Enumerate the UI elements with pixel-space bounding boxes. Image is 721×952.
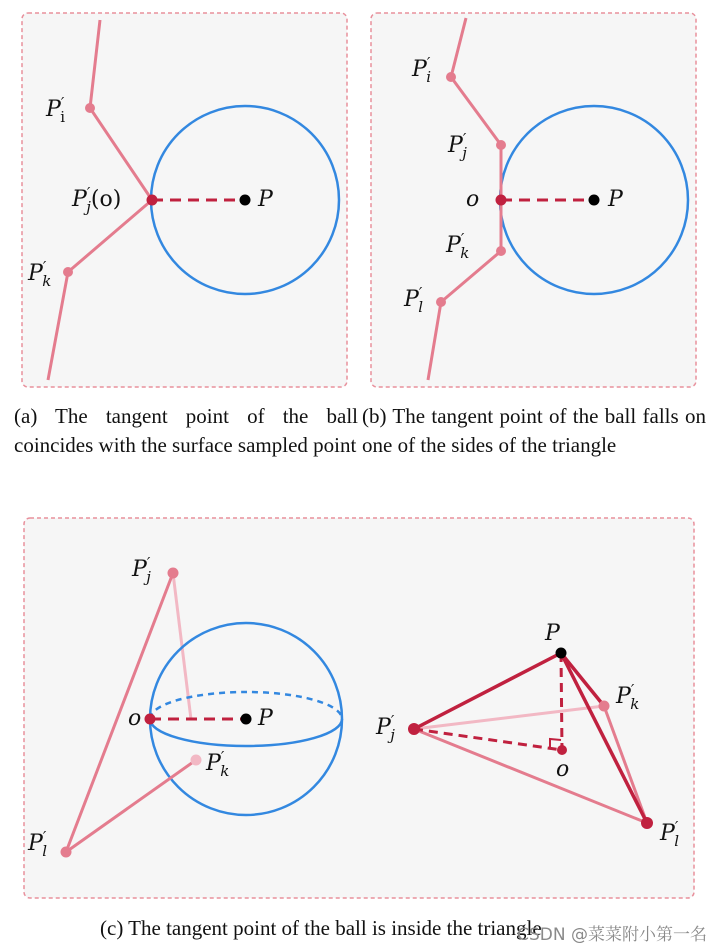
panel-a-label-pk: P′ k [28, 258, 52, 290]
panel-b-label-p: P [608, 187, 623, 212]
panel-a-label-p: P [258, 187, 273, 212]
panel-a-point-pk [63, 267, 73, 277]
panel-b-label-pl: P′ l [404, 284, 424, 316]
panel-b-label-pj: P′ j [448, 130, 467, 162]
sphere-label-p: P [258, 706, 273, 731]
sphere-label-pk: P′ k [206, 748, 230, 780]
panel-a-point-pj [147, 195, 158, 206]
panel-b-point-center [589, 195, 600, 206]
panel-b-point-pj [496, 140, 506, 150]
panel-b-point-pi [446, 72, 456, 82]
tetra-label-p: P [545, 621, 560, 646]
tetra-point-pj [408, 723, 420, 735]
panel-a-label-pi: P′ i [46, 94, 66, 126]
tetra-label-pj: P′ j [376, 712, 395, 744]
panel-b-point-pk [496, 246, 506, 256]
sphere-label-o: o [128, 706, 142, 731]
panel-b [371, 13, 696, 387]
sphere-label-pl: P′ l [28, 828, 48, 860]
caption-c: (c) The tangent point of the ball is inside the triangle [100, 916, 542, 940]
panel-a [22, 13, 347, 387]
caption-a: (a) The tangent point of the ball coincides with the surface sampled point [14, 404, 358, 457]
panel-a-label-pj: P′ j(o) [72, 184, 122, 216]
panel-b-point-pl [436, 297, 446, 307]
watermark: CSDN @菜菜附小第一名 [517, 925, 707, 945]
tetra-point-o [557, 745, 567, 755]
panel-c [24, 518, 694, 898]
tetra-point-pl [641, 817, 653, 829]
tetra-label-o: o [556, 757, 570, 782]
sphere-point-pk [191, 755, 202, 766]
sphere-point-center [241, 714, 252, 725]
panel-a-point-center [240, 195, 251, 206]
sphere-point-o [145, 714, 156, 725]
panel-b-point-o [496, 195, 507, 206]
panel-a-point-pi [85, 103, 95, 113]
tetra-point-pk [599, 701, 610, 712]
panel-a-frame [22, 13, 347, 387]
caption-b: (b) The tangent point of the ball falls on one of the sides of the triangle [362, 404, 706, 457]
tetra-point-p [556, 648, 567, 659]
panel-b-label-o: o [466, 187, 480, 212]
panel-b-label-pi: P′ i [412, 54, 432, 86]
tetra-label-pk: P′ k [616, 681, 640, 713]
sphere-label-pj: P′ j [132, 554, 151, 586]
equator-mask [140, 719, 352, 759]
sphere-point-pl [61, 847, 72, 858]
tetra-label-pl: P′ l [660, 818, 680, 850]
sphere-point-pj [168, 568, 179, 579]
panel-b-label-pk: P′ k [446, 230, 470, 262]
